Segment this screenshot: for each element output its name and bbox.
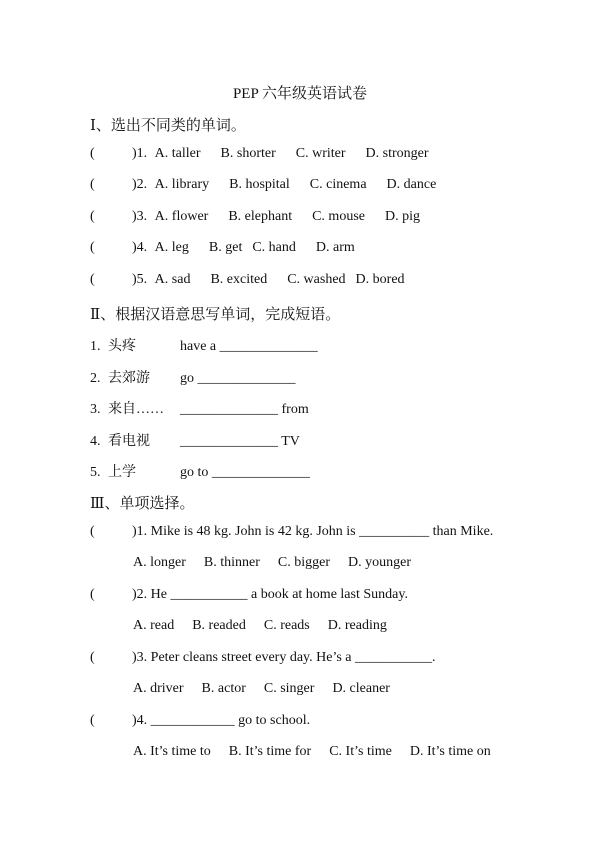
option-c: C. writer [295,146,346,161]
option-c: C. washed [287,272,346,287]
chinese-hint: 上学 [108,465,136,480]
option-c: C. reads [263,618,310,633]
answer-paren[interactable]: ( [90,524,95,539]
page-title: PEP 六年级英语试卷 [232,86,368,102]
section-3-heading: Ⅲ、单项选择。 [90,496,195,512]
question-stem: )2. He ___________ a book at home last Sunday. [132,587,408,602]
answer-paren[interactable]: ( [90,587,95,602]
s3-question-2-options [133,618,405,634]
phrase-blank[interactable]: go ______________ [180,371,296,386]
chinese-hint: 来自…… [108,402,164,417]
option-d: D. arm [315,240,355,255]
option-b: B. actor [201,681,246,696]
option-c: C. singer [263,681,315,696]
option-a: A. sad [154,272,191,287]
s2-item-5 [90,461,310,481]
option-a: A. read [133,618,175,633]
question-number: )2. [132,177,148,192]
option-a: A. It’s time to [133,744,211,759]
option-b: B. shorter [220,146,276,161]
option-b: B. thinner [203,555,260,570]
phrase-blank[interactable]: ______________ from [180,402,309,417]
question-number: )1. [132,146,148,161]
question-number: )4. [132,240,148,255]
item-number: 4. [90,434,101,449]
option-a: A. longer [133,555,186,570]
phrase-blank[interactable]: ______________ TV [180,434,300,449]
option-b: B. It’s time for [228,744,312,759]
option-a: A. taller [154,146,201,161]
option-d: D. dance [386,177,437,192]
question-stem: )1. Mike is 48 kg. John is 42 kg. John is __________ than Mike. [132,524,494,539]
option-c: C. mouse [312,209,365,224]
option-d: D. younger [348,555,411,570]
item-number: 2. [90,371,101,386]
option-d: D. stronger [365,146,429,161]
option-b: B. readed [192,618,246,633]
s3-question-3 [90,650,436,666]
item-number: 3. [90,402,101,417]
s2-item-4 [90,430,300,450]
phrase-blank[interactable]: have a ______________ [180,339,318,354]
question-number: )3. [132,209,148,224]
option-a: A. library [154,177,210,192]
s2-item-1 [90,335,318,355]
s2-item-3 [90,398,309,418]
s1-question-3 [90,209,420,225]
s3-question-1-options [133,555,429,571]
option-a: A. flower [154,209,209,224]
answer-paren[interactable]: ( [90,177,95,192]
answer-paren[interactable]: ( [90,650,95,665]
s2-item-2 [90,367,296,387]
question-stem: )4. ____________ go to school. [132,713,311,728]
chinese-hint: 去郊游 [108,371,150,386]
option-d: D. bored [355,272,405,287]
option-a: A. driver [133,681,184,696]
option-c: C. It’s time [329,744,392,759]
option-d: D. cleaner [332,681,390,696]
option-c: C. cinema [309,177,367,192]
s1-question-5 [90,272,405,288]
s3-question-4 [90,713,310,729]
option-b: B. elephant [228,209,293,224]
chinese-hint: 看电视 [108,434,150,449]
s3-question-1 [90,524,493,540]
option-b: B. get [208,240,243,255]
s1-question-1 [90,146,429,162]
s3-question-2 [90,587,408,603]
s3-question-4-options [133,744,509,760]
option-c: C. hand [252,240,296,255]
section-1-heading: Ⅰ、选出不同类的单词。 [90,118,246,134]
answer-paren[interactable]: ( [90,240,95,255]
question-stem: )3. Peter cleans street every day. He’s a ___________. [132,650,436,665]
answer-paren[interactable]: ( [90,146,95,161]
option-d: D. reading [327,618,387,633]
question-number: )5. [132,272,148,287]
option-b: B. excited [210,272,268,287]
option-b: B. hospital [229,177,290,192]
s1-question-4 [90,240,355,256]
option-a: A. leg [154,240,189,255]
item-number: 1. [90,339,101,354]
section-2-heading: Ⅱ、根据汉语意思写单词，完成短语。 [90,307,341,323]
s3-question-3-options [133,681,408,697]
s1-question-2 [90,177,436,193]
answer-paren[interactable]: ( [90,713,95,728]
answer-paren[interactable]: ( [90,272,95,287]
chinese-hint: 头疼 [108,339,136,354]
option-d: D. pig [384,209,420,224]
option-c: C. bigger [277,555,330,570]
answer-paren[interactable]: ( [90,209,95,224]
option-d: D. It’s time on [409,744,491,759]
item-number: 5. [90,465,101,480]
phrase-blank[interactable]: go to ______________ [180,465,310,480]
